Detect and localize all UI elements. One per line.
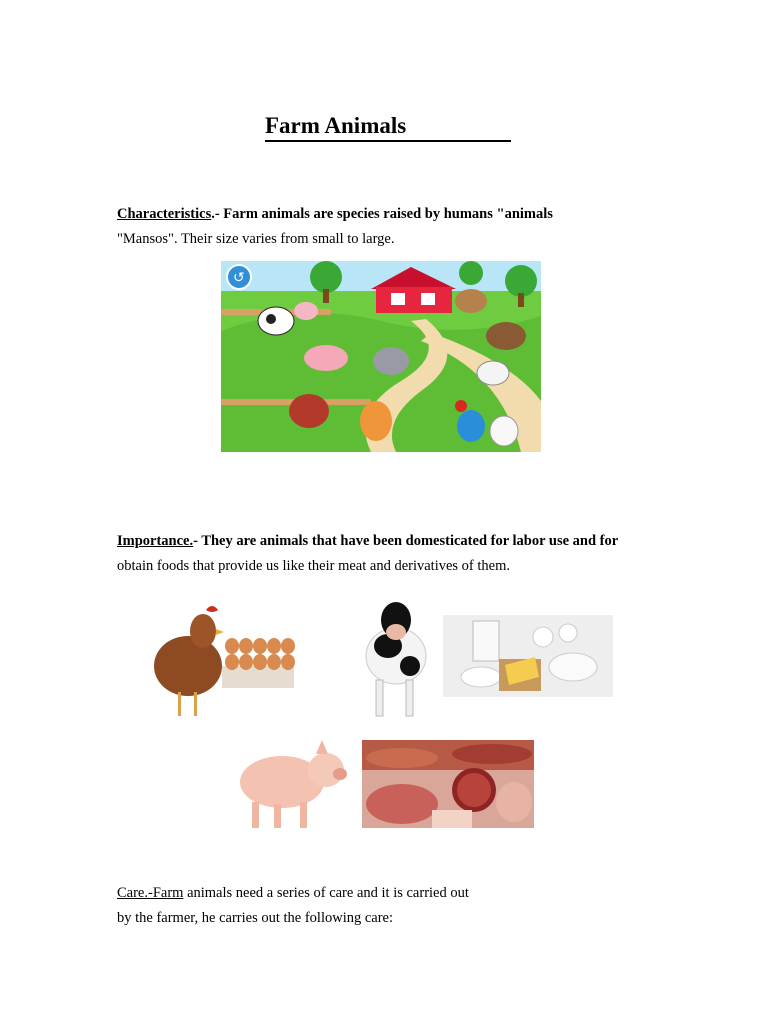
- dairy-products-image: [443, 615, 613, 697]
- importance-heading: Importance.: [117, 533, 194, 549]
- characteristics-heading: Characteristics: [117, 206, 212, 222]
- meat-products-image: [362, 740, 534, 828]
- farm-scene-image: [221, 261, 541, 452]
- cow-image: [352, 598, 436, 720]
- pig-image: [230, 730, 352, 832]
- importance-text-2: obtain foods that provide us like their meat and derivatives of them.: [117, 558, 511, 574]
- importance-line-1: [117, 532, 618, 550]
- characteristics-text-1: .- Farm animals are species raised by humans "animals: [211, 206, 553, 222]
- care-text-2: by the farmer, he carries out the following care:: [117, 910, 394, 926]
- svg-text:↺: ↺: [233, 270, 245, 286]
- characteristics-line-1: [117, 205, 553, 223]
- care-text-1: animals need a series of care and it is carried out: [183, 885, 469, 901]
- importance-text-1: - They are animals that have been domesticated for labor use and for: [193, 533, 619, 549]
- care-heading: Care.-Farm: [117, 885, 184, 901]
- care-line-1: [117, 884, 469, 902]
- hen-eggs-image: [148, 596, 296, 722]
- page-title: Farm Animals: [265, 112, 511, 142]
- characteristics-text-2: "Mansos". Their size varies from small to large.: [117, 231, 395, 247]
